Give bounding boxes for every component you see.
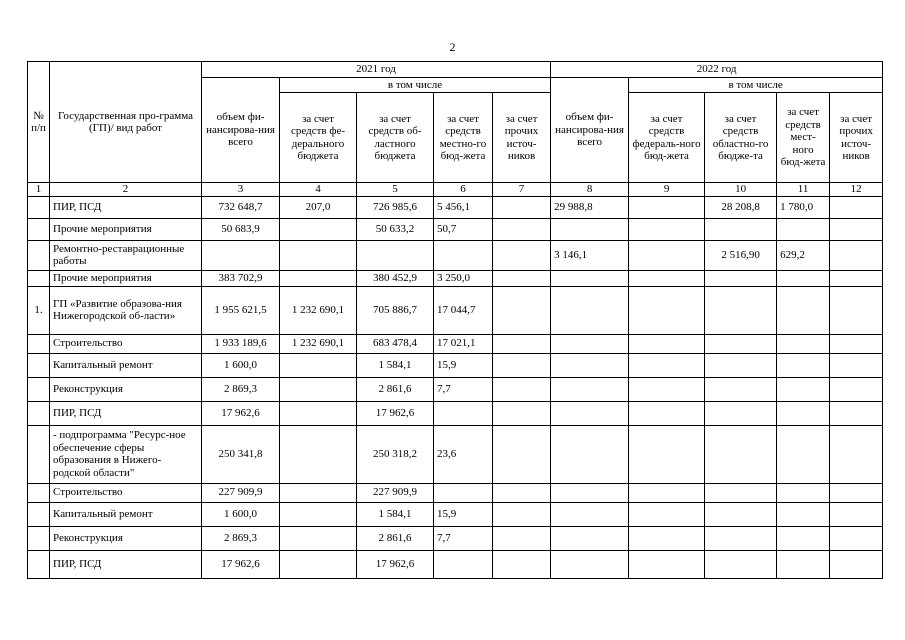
value-cell [493,334,551,353]
value-cell: 227 909,9 [202,483,280,502]
value-cell: 629,2 [777,240,830,270]
value-cell [493,196,551,218]
value-cell [777,334,830,353]
value-cell [629,196,705,218]
value-cell [280,270,357,286]
value-cell [280,353,357,377]
value-cell: 2 861,6 [357,526,434,550]
value-cell [493,401,551,425]
header-year-2021: 2021 год [202,62,551,78]
col-number: 1 [28,183,50,197]
table-row [28,526,883,550]
table-row [28,502,883,526]
row-number-cell [28,240,50,270]
row-number-cell [28,196,50,218]
col-number: 9 [629,183,705,197]
header-2022-federal: за счет средств федераль-ного бюд-жета [629,93,705,183]
value-cell [629,425,705,483]
value-cell [705,286,777,334]
value-cell: 23,6 [434,425,493,483]
table-row [28,240,883,270]
value-cell [551,286,629,334]
value-cell [830,550,883,578]
value-cell [777,286,830,334]
value-cell [705,377,777,401]
value-cell [629,377,705,401]
value-cell [551,425,629,483]
value-cell: 5 456,1 [434,196,493,218]
value-cell [777,483,830,502]
value-cell: 17 962,6 [357,550,434,578]
page-number: 2 [449,40,456,54]
col-number: 8 [551,183,629,197]
value-cell [629,353,705,377]
table-row [28,218,883,240]
value-cell [551,334,629,353]
value-cell: 2 869,3 [202,377,280,401]
row-number-cell [28,425,50,483]
value-cell [280,401,357,425]
value-cell: 1 584,1 [357,502,434,526]
value-cell: 380 452,9 [357,270,434,286]
value-cell [830,425,883,483]
value-cell [551,526,629,550]
col-number: 5 [357,183,434,197]
value-cell: 7,7 [434,377,493,401]
row-number-cell [28,334,50,353]
row-number-cell: 1. [28,286,50,334]
value-cell: 2 861,6 [357,377,434,401]
value-cell: 17 044,7 [434,286,493,334]
value-cell [493,377,551,401]
value-cell [830,353,883,377]
value-cell [830,401,883,425]
value-cell [434,401,493,425]
row-number-cell [28,502,50,526]
value-cell: 1 600,0 [202,502,280,526]
header-year-2022: 2022 год [551,62,883,78]
value-cell: 250 318,2 [357,425,434,483]
header-2021-local: за счет средств местно-го бюд-жета [434,93,493,183]
value-cell: 2 516,90 [705,240,777,270]
row-name-cell: ГП «Развитие образова-ния Нижегородской об-ласти» [50,286,202,334]
col-number: 6 [434,183,493,197]
value-cell [629,483,705,502]
value-cell [629,526,705,550]
value-cell: 383 702,9 [202,270,280,286]
value-cell [705,218,777,240]
value-cell [777,401,830,425]
row-name-cell: Строительство [50,483,202,502]
value-cell [551,483,629,502]
value-cell [551,270,629,286]
value-cell [830,240,883,270]
header-2022-incl: в том числе [629,78,883,93]
value-cell [830,483,883,502]
col-number: 10 [705,183,777,197]
value-cell [493,353,551,377]
table-row [28,353,883,377]
row-name-cell: Реконструкция [50,526,202,550]
value-cell [830,377,883,401]
header-2022-local: за счет средств мест-ного бюд-жета [777,93,830,183]
value-cell [280,425,357,483]
value-cell [493,240,551,270]
value-cell [493,483,551,502]
table-row [28,401,883,425]
table-row [28,425,883,483]
table-row [28,550,883,578]
value-cell [705,483,777,502]
header-2021-other: за счет прочих источ-ников [493,93,551,183]
value-cell: 705 886,7 [357,286,434,334]
value-cell [202,240,280,270]
table-body [28,196,883,578]
value-cell [551,377,629,401]
col-number: 7 [493,183,551,197]
value-cell: 28 208,8 [705,196,777,218]
table-header [28,62,883,197]
value-cell [280,550,357,578]
value-cell: 17 021,1 [434,334,493,353]
value-cell: 29 988,8 [551,196,629,218]
value-cell [551,353,629,377]
value-cell: 50,7 [434,218,493,240]
value-cell [434,550,493,578]
row-number-cell [28,526,50,550]
value-cell: 1 584,1 [357,353,434,377]
row-name-cell: - подпрограмма "Ресурс-ное обеспечение сферы образования в Нижего-родской области" [50,425,202,483]
value-cell [629,401,705,425]
value-cell [629,218,705,240]
value-cell [629,502,705,526]
value-cell [551,218,629,240]
value-cell [705,550,777,578]
value-cell: 1 600,0 [202,353,280,377]
value-cell [629,550,705,578]
value-cell: 3 250,0 [434,270,493,286]
table-row [28,286,883,334]
table-row [28,270,883,286]
value-cell [493,502,551,526]
row-name-cell: Капитальный ремонт [50,502,202,526]
value-cell [777,425,830,483]
value-cell [777,218,830,240]
value-cell [705,270,777,286]
value-cell: 1 955 621,5 [202,286,280,334]
value-cell [493,425,551,483]
value-cell: 15,9 [434,353,493,377]
value-cell [629,286,705,334]
value-cell [777,526,830,550]
value-cell: 1 232 690,1 [280,286,357,334]
header-num: № п/п [28,62,50,183]
row-number-cell [28,550,50,578]
value-cell [280,526,357,550]
row-name-cell: Реконструкция [50,377,202,401]
value-cell: 15,9 [434,502,493,526]
value-cell [493,286,551,334]
value-cell [280,240,357,270]
value-cell: 17 962,6 [202,550,280,578]
value-cell: 3 146,1 [551,240,629,270]
row-name-cell: Строительство [50,334,202,353]
table-row [28,483,883,502]
value-cell: 726 985,6 [357,196,434,218]
header-program: Государственная про-грамма (ГП)/ вид работ [50,62,202,183]
header-2021-regional: за счет средств об-ластного бюджета [357,93,434,183]
row-name-cell: ПИР, ПСД [50,196,202,218]
col-number: 12 [830,183,883,197]
value-cell: 250 341,8 [202,425,280,483]
value-cell [705,502,777,526]
value-cell [551,550,629,578]
row-number-cell [28,401,50,425]
value-cell [493,550,551,578]
table-row [28,196,883,218]
value-cell: 50 633,2 [357,218,434,240]
value-cell: 207,0 [280,196,357,218]
row-number-cell [28,270,50,286]
value-cell [357,240,434,270]
value-cell [830,196,883,218]
value-cell: 1 780,0 [777,196,830,218]
value-cell [830,502,883,526]
col-number: 3 [202,183,280,197]
value-cell [705,401,777,425]
table-row [28,334,883,353]
value-cell: 683 478,4 [357,334,434,353]
col-number: 11 [777,183,830,197]
header-2021-federal: за счет средств фе-дерального бюджета [280,93,357,183]
value-cell [280,483,357,502]
value-cell [629,240,705,270]
value-cell: 1 933 189,6 [202,334,280,353]
col-number: 2 [50,183,202,197]
value-cell [551,401,629,425]
value-cell [705,334,777,353]
value-cell: 2 869,3 [202,526,280,550]
value-cell [629,334,705,353]
row-number-cell [28,377,50,401]
table-row [28,377,883,401]
value-cell [493,218,551,240]
value-cell [777,270,830,286]
row-name-cell: ПИР, ПСД [50,401,202,425]
col-number: 4 [280,183,357,197]
value-cell [830,526,883,550]
header-2021-incl: в том числе [280,78,551,93]
value-cell: 17 962,6 [357,401,434,425]
value-cell [280,377,357,401]
header-2022-other: за счет прочих источ-ников [830,93,883,183]
value-cell: 7,7 [434,526,493,550]
value-cell [830,334,883,353]
financing-table [27,61,883,579]
value-cell: 732 648,7 [202,196,280,218]
row-number-cell [28,218,50,240]
row-number-cell [28,483,50,502]
value-cell [434,483,493,502]
value-cell [629,270,705,286]
value-cell [705,425,777,483]
row-name-cell: Капитальный ремонт [50,353,202,377]
row-name-cell: Ремонтно-реставрационные работы [50,240,202,270]
value-cell [830,270,883,286]
row-name-cell: Прочие мероприятия [50,218,202,240]
value-cell: 17 962,6 [202,401,280,425]
value-cell [280,218,357,240]
value-cell: 50 683,9 [202,218,280,240]
value-cell [777,353,830,377]
value-cell [434,240,493,270]
value-cell [493,526,551,550]
value-cell [830,218,883,240]
value-cell: 1 232 690,1 [280,334,357,353]
value-cell [705,353,777,377]
row-name-cell: ПИР, ПСД [50,550,202,578]
value-cell [777,550,830,578]
header-2021-total: объем фи-нансирова-ния всего [202,78,280,183]
value-cell: 227 909,9 [357,483,434,502]
value-cell [493,270,551,286]
value-cell [551,502,629,526]
header-2022-total: объем фи-нансирова-ния всего [551,78,629,183]
value-cell [830,286,883,334]
value-cell [777,502,830,526]
row-number-cell [28,353,50,377]
value-cell [705,526,777,550]
value-cell [280,502,357,526]
header-2022-regional: за счет средств областно-го бюдже-та [705,93,777,183]
row-name-cell: Прочие мероприятия [50,270,202,286]
value-cell [777,377,830,401]
